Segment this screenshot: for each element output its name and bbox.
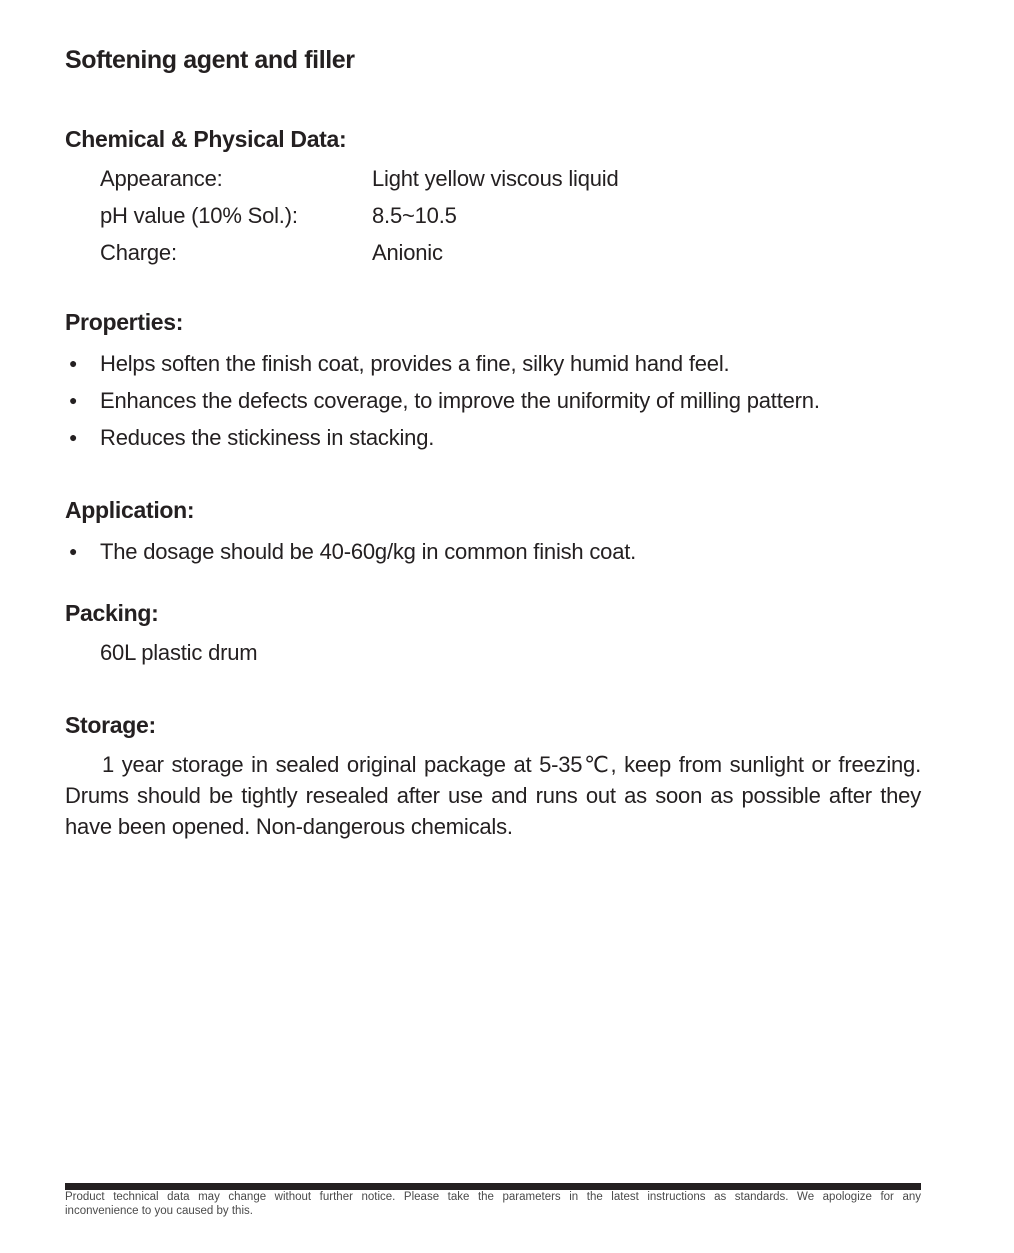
page-title: Softening agent and filler bbox=[65, 46, 355, 74]
footer-rule-bar bbox=[65, 1183, 921, 1190]
footer-disclaimer-line1: Product technical data may change without further notice. Please take the parameters in the latest instructions as standards. We apologize for any bbox=[65, 1191, 921, 1203]
property-text: Helps soften the finish coat, provides a fine, silky humid hand feel. bbox=[100, 350, 730, 376]
section-heading-application: Application: bbox=[65, 497, 195, 523]
table-row bbox=[100, 197, 960, 234]
chemical-data-table bbox=[100, 160, 960, 271]
section-heading-chemical-physical-data: Chemical & Physical Data: bbox=[65, 126, 347, 152]
section-heading-storage: Storage: bbox=[65, 712, 156, 738]
table-row bbox=[100, 234, 960, 271]
bullet-icon: ● bbox=[69, 355, 78, 371]
property-text: Reduces the stickiness in stacking. bbox=[100, 424, 435, 450]
bullet-icon: ● bbox=[69, 543, 78, 559]
application-text: The dosage should be 40-60g/kg in common finish coat. bbox=[100, 538, 637, 564]
footer-disclaimer bbox=[65, 1191, 921, 1219]
bullet-icon: ● bbox=[69, 392, 78, 408]
list-item bbox=[65, 345, 965, 382]
spec-label-ph-value: pH value (10% Sol.): bbox=[100, 202, 298, 228]
spec-value-charge: Anionic bbox=[372, 239, 443, 265]
list-item bbox=[65, 419, 965, 456]
spec-label-charge: Charge: bbox=[100, 239, 177, 265]
table-row bbox=[100, 160, 960, 197]
list-item bbox=[65, 533, 965, 570]
storage-paragraph: 1 year storage in sealed original package at 5-35℃, keep from sunlight or freezing. Drums should be tightly resealed after use and runs out as soon as possible after they have been opened. Non-dangerous chemicals. bbox=[65, 752, 921, 839]
list-item bbox=[65, 382, 965, 419]
section-heading-packing: Packing: bbox=[65, 600, 159, 626]
properties-bullet-list bbox=[65, 345, 965, 456]
packing-body: 60L plastic drum bbox=[100, 640, 258, 665]
application-bullet-list bbox=[65, 533, 965, 570]
property-text: Enhances the defects coverage, to improve the uniformity of milling pattern. bbox=[100, 387, 820, 413]
spec-value-appearance: Light yellow viscous liquid bbox=[372, 165, 619, 191]
footer-disclaimer-line2: inconvenience to you caused by this. bbox=[65, 1204, 253, 1217]
spec-value-ph-value: 8.5~10.5 bbox=[372, 202, 457, 228]
section-heading-properties: Properties: bbox=[65, 309, 184, 335]
spec-label-appearance: Appearance: bbox=[100, 165, 223, 191]
bullet-icon: ● bbox=[69, 429, 78, 445]
